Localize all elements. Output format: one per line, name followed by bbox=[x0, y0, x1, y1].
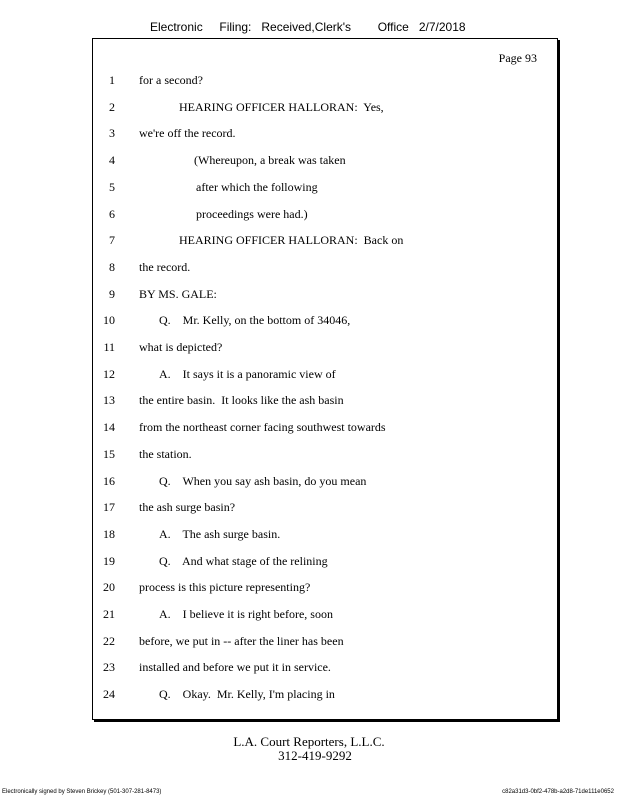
line-number: 10 bbox=[103, 313, 115, 328]
transcript-line bbox=[93, 474, 533, 490]
line-text: from the northeast corner facing southwest towards bbox=[139, 420, 386, 435]
line-text: A. It says it is a panoramic view of bbox=[159, 366, 336, 381]
header-received: Received,Clerk's bbox=[261, 20, 352, 34]
line-text: Q. Mr. Kelly, on the bottom of 34046, bbox=[159, 313, 351, 328]
line-number: 1 bbox=[109, 73, 115, 87]
transcript-line bbox=[93, 447, 533, 463]
line-number: 16 bbox=[103, 473, 115, 488]
line-text: for a second? bbox=[139, 73, 203, 87]
transcript-line bbox=[93, 260, 533, 276]
line-text: the station. bbox=[139, 446, 192, 461]
line-text: BY MS. GALE: bbox=[139, 286, 217, 301]
transcript-line bbox=[93, 393, 533, 409]
transcript-line bbox=[93, 527, 533, 543]
court-reporter-phone: 312-419-9292 bbox=[278, 748, 352, 763]
header-office: Office bbox=[377, 20, 409, 34]
line-text: (Whereupon, a break was taken bbox=[194, 153, 346, 168]
line-text: the entire basin. It looks like the ash basin bbox=[139, 393, 344, 408]
line-number: 11 bbox=[103, 340, 115, 354]
line-text: we're off the record. bbox=[139, 126, 236, 141]
line-text: A. I believe it is right before, soon bbox=[159, 607, 333, 621]
line-text: HEARING OFFICER HALLORAN: Yes, bbox=[179, 99, 384, 114]
transcript-line bbox=[93, 313, 533, 329]
line-number: 21 bbox=[103, 607, 115, 621]
line-text: HEARING OFFICER HALLORAN: Back on bbox=[179, 233, 404, 248]
transcript-line bbox=[93, 100, 533, 116]
line-number: 12 bbox=[103, 366, 115, 381]
transcript-line bbox=[93, 153, 533, 169]
line-text: process is this picture representing? bbox=[139, 580, 311, 595]
document-hash: c82a31d3-0bf2-478b-a2d8-71de111e0652 bbox=[502, 789, 614, 795]
line-number: 4 bbox=[109, 153, 115, 168]
transcript-line bbox=[93, 580, 533, 596]
line-number: 6 bbox=[109, 206, 115, 221]
line-text: installed and before we put it in service. bbox=[139, 660, 331, 675]
line-number: 9 bbox=[109, 286, 115, 301]
line-text: Q. Okay. Mr. Kelly, I'm placing in bbox=[159, 687, 335, 702]
line-text: Q. When you say ash basin, do you mean bbox=[159, 473, 367, 488]
transcript-line bbox=[93, 607, 533, 623]
line-text: after which the following bbox=[196, 179, 318, 194]
line-text: the record. bbox=[139, 259, 191, 274]
line-number: 17 bbox=[103, 500, 115, 515]
line-number: 24 bbox=[103, 687, 115, 702]
header-electronic: Electronic bbox=[150, 20, 203, 34]
transcript-line bbox=[93, 500, 533, 516]
transcript-line bbox=[93, 420, 533, 436]
header-date: 2/7/2018 bbox=[418, 20, 466, 34]
line-text: what is depicted? bbox=[139, 340, 223, 354]
line-text: A. The ash surge basin. bbox=[159, 526, 281, 541]
line-number: 15 bbox=[103, 446, 115, 461]
line-number: 23 bbox=[103, 660, 115, 675]
line-number: 8 bbox=[109, 259, 115, 274]
transcript-page bbox=[92, 38, 558, 720]
transcript-line bbox=[93, 233, 533, 249]
transcript-line bbox=[93, 180, 533, 196]
transcript-line bbox=[93, 367, 533, 383]
page-number: Page 93 bbox=[498, 51, 537, 65]
line-number: 20 bbox=[103, 580, 115, 595]
line-number: 2 bbox=[109, 99, 115, 114]
line-text: Q. And what stage of the relining bbox=[159, 553, 328, 568]
line-number: 13 bbox=[103, 393, 115, 408]
transcript-line bbox=[93, 287, 533, 303]
line-number: 19 bbox=[103, 553, 115, 568]
line-text: proceedings were had.) bbox=[196, 206, 308, 221]
line-number: 7 bbox=[109, 233, 115, 248]
transcript-line bbox=[93, 126, 533, 142]
line-number: 22 bbox=[103, 633, 115, 648]
filing-stamp-header bbox=[150, 20, 466, 34]
line-number: 3 bbox=[109, 126, 115, 141]
transcript-line bbox=[93, 73, 533, 89]
line-number: 18 bbox=[103, 526, 115, 541]
transcript-line bbox=[93, 634, 533, 650]
transcript-line bbox=[93, 207, 533, 223]
transcript-line bbox=[93, 687, 533, 703]
transcript-line bbox=[93, 554, 533, 570]
header-filing: Filing: bbox=[219, 20, 252, 34]
transcript-line bbox=[93, 660, 533, 676]
electronic-signature: Electronically signed by Steven Brickey (501-307-281-8473) bbox=[2, 789, 162, 795]
transcript-line bbox=[93, 340, 533, 356]
line-text: before, we put in -- after the liner has been bbox=[139, 633, 344, 648]
line-text: the ash surge basin? bbox=[139, 500, 236, 515]
court-reporter-name: L.A. Court Reporters, L.L.C. bbox=[233, 734, 385, 749]
line-number: 14 bbox=[103, 420, 115, 435]
line-number: 5 bbox=[109, 179, 115, 194]
